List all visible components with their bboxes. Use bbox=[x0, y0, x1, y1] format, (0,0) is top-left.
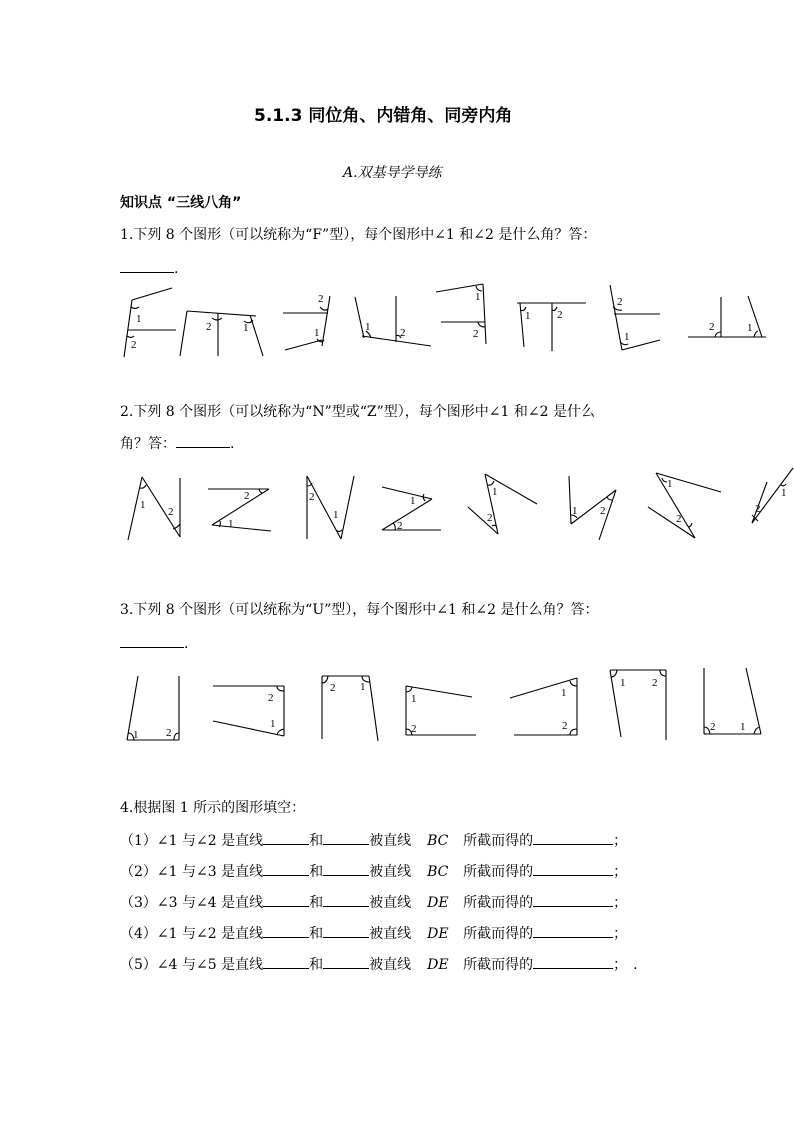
angle-label-2: 2 bbox=[676, 513, 682, 525]
nz-figure-1 bbox=[128, 477, 180, 540]
question-4-intro: 4.根据图 1 所示的图形填空： bbox=[120, 800, 306, 816]
angle-label-2: 2 bbox=[411, 723, 417, 735]
angle-label-2: 2 bbox=[557, 309, 563, 321]
blank-line-a[interactable] bbox=[263, 830, 309, 845]
angle-label-2: 2 bbox=[487, 512, 493, 524]
answer-blank-2[interactable] bbox=[176, 433, 230, 448]
angle-label-2: 2 bbox=[318, 293, 324, 305]
nz-figure-2 bbox=[208, 489, 271, 531]
fill-row-4: （4）∠1 与∠2 是直线 和 被直线 DE 所截而得的 ； bbox=[120, 923, 627, 943]
fill-row-3: （3）∠3 与∠4 是直线 和 被直线 DE 所截而得的 ； bbox=[120, 892, 627, 912]
angle-label-1: 1 bbox=[781, 487, 787, 499]
f-figure-7 bbox=[610, 285, 660, 350]
u-figure-7 bbox=[704, 668, 761, 734]
angle-label-1: 1 bbox=[620, 677, 626, 689]
angle-label-2: 2 bbox=[268, 692, 274, 704]
angle-label-1: 1 bbox=[270, 718, 276, 730]
angle-label-1: 1 bbox=[133, 729, 139, 741]
angle-label-1: 1 bbox=[667, 478, 673, 490]
angle-label-1: 1 bbox=[572, 505, 578, 517]
angle-label-1: 1 bbox=[360, 681, 366, 693]
angle-label-1: 1 bbox=[410, 495, 416, 507]
blank-line-b[interactable] bbox=[323, 830, 369, 845]
blank-angle-type[interactable] bbox=[533, 861, 613, 876]
angle-label-2: 2 bbox=[330, 682, 336, 694]
blank-angle-type[interactable] bbox=[533, 954, 613, 969]
nz-figure-8 bbox=[752, 468, 793, 523]
angle-label-2: 2 bbox=[166, 727, 172, 739]
blank-line-b[interactable] bbox=[323, 892, 369, 907]
angle-label-2: 2 bbox=[755, 503, 761, 515]
f-figure-2 bbox=[180, 311, 263, 356]
angle-label-1: 1 bbox=[475, 291, 481, 303]
angle-label-1: 1 bbox=[740, 721, 746, 733]
section-heading: A.双基导学导练 bbox=[343, 165, 442, 181]
angle-label-2: 2 bbox=[206, 321, 212, 333]
angle-label-2: 2 bbox=[617, 296, 623, 308]
nz-figure-4 bbox=[382, 487, 441, 532]
angle-label-2: 2 bbox=[709, 321, 715, 333]
blank-angle-type[interactable] bbox=[533, 892, 613, 907]
angle-label-2: 2 bbox=[168, 506, 174, 518]
angle-label-1: 1 bbox=[228, 518, 234, 530]
angle-label-1: 1 bbox=[561, 687, 567, 699]
page-title: 5.1.3 同位角、内错角、同旁内角 bbox=[254, 106, 513, 126]
angle-label-2: 2 bbox=[309, 491, 315, 503]
u-figure-5 bbox=[510, 678, 577, 735]
angle-label-1: 1 bbox=[333, 509, 339, 521]
u-figure-2 bbox=[213, 686, 284, 736]
blank-line-b[interactable] bbox=[323, 954, 369, 969]
angle-label-1: 1 bbox=[136, 313, 142, 325]
angle-label-2: 2 bbox=[600, 505, 606, 517]
f-figure-3 bbox=[283, 293, 330, 350]
f-figure-4 bbox=[355, 296, 431, 346]
angle-label-1: 1 bbox=[747, 322, 753, 334]
blank-angle-type[interactable] bbox=[533, 830, 613, 845]
blank-line-b[interactable] bbox=[323, 923, 369, 938]
fill-row-1: （1）∠1 与∠2 是直线 和 被直线 BC 所截而得的 ； bbox=[120, 830, 627, 850]
blank-line-a[interactable] bbox=[263, 954, 309, 969]
angle-label-1: 1 bbox=[411, 693, 417, 705]
u-figure-6 bbox=[610, 670, 666, 740]
question-2-text-cont: 角？答： . bbox=[120, 433, 234, 453]
angle-label-2: 2 bbox=[710, 721, 716, 733]
nz-figure-3 bbox=[307, 476, 354, 539]
blank-line-a[interactable] bbox=[263, 923, 309, 938]
angle-label-1: 1 bbox=[624, 331, 630, 343]
angle-label-1: 1 bbox=[140, 499, 146, 511]
u-figure-1 bbox=[127, 676, 179, 741]
nz-figure-5 bbox=[468, 474, 537, 534]
angle-label-1: 1 bbox=[365, 321, 371, 333]
angle-label-1: 1 bbox=[492, 486, 498, 498]
angle-label-2: 2 bbox=[131, 339, 137, 351]
angle-label-2: 2 bbox=[562, 720, 568, 732]
blank-angle-type[interactable] bbox=[533, 923, 613, 938]
knowledge-point: 知识点 “三线八角” bbox=[120, 195, 242, 211]
angle-label-2: 2 bbox=[400, 327, 406, 339]
blank-line-a[interactable] bbox=[263, 861, 309, 876]
blank-line-a[interactable] bbox=[263, 892, 309, 907]
fill-row-5: （5）∠4 与∠5 是直线 和 被直线 DE 所截而得的 ； . bbox=[120, 954, 638, 974]
angle-label-1: 1 bbox=[525, 310, 531, 322]
answer-blank-1[interactable]: . bbox=[120, 258, 178, 278]
u-figure-3 bbox=[322, 676, 378, 741]
nz-figure-7 bbox=[648, 473, 721, 538]
nz-figure-6 bbox=[569, 476, 616, 540]
question-1-text: 1.下列 8 个图形（可以统称为“F”型），每个图形中∠1 和∠2 是什么角？答： bbox=[120, 227, 597, 243]
f-figure-1 bbox=[124, 288, 176, 357]
angle-label-2: 2 bbox=[244, 490, 250, 502]
f-figure-5 bbox=[436, 284, 486, 344]
question-2-text: 2.下列 8 个图形（可以统称为“N”型或“Z”型），每个图形中∠1 和∠2 是什么 bbox=[120, 404, 595, 420]
angle-label-2: 2 bbox=[652, 677, 658, 689]
angle-label-2: 2 bbox=[397, 520, 403, 532]
u-figure-4 bbox=[406, 686, 476, 735]
f-figure-6 bbox=[517, 303, 586, 351]
angle-label-1: 1 bbox=[314, 327, 320, 339]
angle-label-1: 1 bbox=[243, 322, 249, 334]
f-figure-8 bbox=[688, 296, 766, 337]
fill-row-2: （2）∠1 与∠3 是直线 和 被直线 BC 所截而得的 ； bbox=[120, 861, 627, 881]
blank-line-b[interactable] bbox=[323, 861, 369, 876]
angle-label-2: 2 bbox=[473, 328, 479, 340]
answer-blank-3[interactable]: . bbox=[120, 633, 188, 653]
question-3-text: 3.下列 8 个图形（可以统称为“U”型），每个图形中∠1 和∠2 是什么角？答： bbox=[120, 602, 599, 618]
